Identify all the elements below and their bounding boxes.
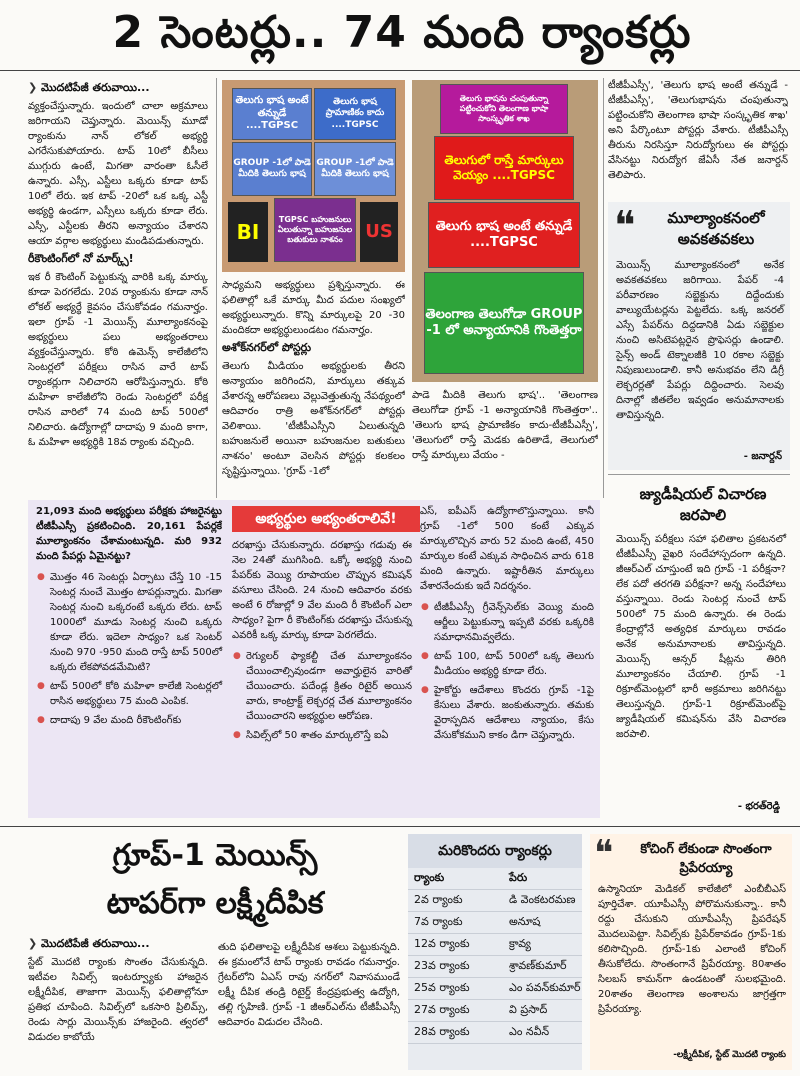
table-row: 12వ ర్యాంకు క్రావ్య xyxy=(408,934,582,956)
kicker: ❯ మొదటిపేజీ తరువాయి... xyxy=(28,81,150,94)
quote-mark-icon: ❝ xyxy=(614,203,636,249)
rankers-header: ర్యాంకు పేరు xyxy=(408,868,582,890)
doubt-item: ● టాప్‌ 100, టాప్‌ 500లో ఒక్క తెలుగు మీడియం అభ్యర్థి కూడా లేరు. xyxy=(434,649,594,679)
judicial-box xyxy=(608,478,790,818)
doubts-box xyxy=(28,500,600,818)
table-row: 2వ ర్యాంకు డి వెంకటరమణ xyxy=(408,890,582,912)
background-poster-2: US xyxy=(360,202,398,262)
headline: 2 సెంటర్లు.. 74 మంది ర్యాంకర్లు xyxy=(112,7,692,58)
poster-4: GROUP -1లో పాడె మీదికి తెలుగు భాష xyxy=(314,142,396,196)
quote-signature: -లక్ష్మీదీపిక, స్టేట్‌ మొదటి ర్యాంకు xyxy=(673,1050,786,1060)
doubts-right xyxy=(420,504,594,747)
analysis-para: మెయిన్స్‌ మూల్యాంకనంలో అనేక అవకతవకలు జరిగాయి. పేపర్‌ -4 పరీవారణం సబ్జెక్టును దిద్దేందుకు వాల్యుయేటర్లను పెట్టలేదు. ఒక్క జనరల్‌ ఎస్సే పేపర్‌ను దిద్దడానికి ఏడు సబ్జెక్టుల నుంచి అసిటెపట్లరైన ప్రొఫెసర్లు ఉండాలి. సైన్స్‌ అండ్‌ టెక్నాలజీకి 10 రకాల సబ్జెక్టు నిపుణులుండాలి. కానీ అనుభవం లేని డిగ్రీ లెక్చరర్లతో పేపర్లు దిద్దించారు. సెలవు దినాల్లో జీతలేల ఇవ్వడం అనుమానాలకు తావిస్తున్నది. xyxy=(616,260,784,421)
quote-mark-icon: ❝ xyxy=(594,834,614,874)
column-1 xyxy=(28,78,208,498)
headline-rule xyxy=(0,70,800,71)
poster-3: GROUP -1లో పాడె మీదికి తెలుగు భాష xyxy=(232,142,312,196)
col3-para-1: పాడె మీదికి తెలుగు భాష'.. 'తెలంగాణ తెలుగోడా గ్రూప్‌ -1 అన్యాయానికి గొంతెత్తరా'.. 'తెలుగు భాష ప్రామాణికం కాదు-టీజీపీఎస్సీ', 'తెలుగులో రాస్తే మెడకు ఉరితాడే, తెలుగులో రాస్తే మార్కులు వేయం - xyxy=(412,390,598,461)
column-4 xyxy=(608,78,788,198)
topper-headline-2: టాపర్‌గా లక్ష్మీదీపిక xyxy=(106,886,324,921)
background-poster: BI xyxy=(228,202,268,262)
doubts-intro: 21,093 మంది అభ్యర్థులు పరీక్షకు హాజరైనట్టు టీజీపీఎస్సీ ప్రకటించింది. 20,161 పేపర్లకే మూల్యాంకనం చేశామంటున్నది. మరి 932 మంది పేపర్లు ఏమైనట్టు? xyxy=(36,506,222,562)
doubts-middle xyxy=(232,538,412,747)
poster-1: తెలుగు భాష అంటే తన్నుడే ....TGPSC xyxy=(232,88,312,140)
doubt-item: ● రెగ్యులర్‌ ఫ్యాకల్టీ చేత మూల్యాంకనం చేయించాల్సివుండగా అవార్హులైన వారితో చేయించారు. పదేండ్ల క్రితం రిటైర్‌ అయిన వారు, కాంట్రాక్ట్‌ లెక్చరర్ల చేత మూల్యాంకనం చేయించారని అభ్యర్థుల ఆరోపణ. xyxy=(246,649,412,724)
col4-para-1: టీజీపీఎస్సీ', 'తెలుగు భాష అంటే తన్నుడే - టీజీపీఎస్సీ', 'తెలుగుభాషను చంపుతున్నా పట్టించుకోని తెలంగాణ భాషా సంస్కృతిక శాఖ' అని పేర్కొంటూ పోస్టర్లు వేశారు. టీజీపీఎస్సీ తీరును నిరసిస్తూ నిరుద్యోగులు ఈ పోస్టర్లు వేసినట్టు నిరుద్యోగ జేఏసీ నేత జనార్దన్‌ తెలిపారు. xyxy=(608,80,788,181)
table-row: 23వ ర్యాంకు శ్రావణ్‌కుమార్‌ xyxy=(408,956,582,978)
quote-title: కోచింగ్‌ లేకుండా సొంతంగా ప్రిపేరయ్యా xyxy=(640,842,772,876)
subhead-recounting: రీకౌంటింగ్‌లో నో మార్క్స్‌! xyxy=(28,252,134,265)
column-3 xyxy=(412,388,598,498)
col2-para-1: సాధ్యమని అభ్యర్థులు ప్రశ్నిస్తున్నారు. ఈ ఫలితాల్లో ఒకే మార్కు మీద పదుల సంఖ్యలో అభ్యర్థులున్నారు. కొన్ని మార్కులపై 20 -30 మందికదా అభ్యర్థులుండటం గమనార్హం. xyxy=(222,280,405,336)
judicial-title: జ్యుడీషియల్‌ విచారణ జరపాలి xyxy=(639,485,767,524)
doubt-item: ● సివిల్స్‌లో 50 శాతం మార్కులొస్తే ఐఏ xyxy=(246,728,412,743)
judicial-signature: - భరత్‌రెడ్డి xyxy=(737,801,780,812)
rankers-title: మరికొందరు ర్యాంకర్లు xyxy=(408,834,582,868)
doubts-mid-para: దరఖాస్తు చేసుకున్నారు. దరఖాస్తు గడువు ఈ నెల 24తో ముగిసింది. ఒక్కో అభ్యర్థి నుంచి పేపర్‌కు వెయ్యి రూపాయల చొప్పున కమిషన్‌ వసూలు చేసింది. 24 నుంచి ఆదివారం వరకు అంటే 6 రోజుల్లో 9 వేల మంది రీ కౌంటింగ్‌ ఎలా సాధ్యం? పైగా రీ కౌంటింగ్‌కు దరఖాస్తు చేసుకున్న ఎవరికీ ఒక్క మార్కు కూడా పెరగలేదు. xyxy=(232,540,412,641)
photo-posters-right xyxy=(412,80,598,382)
topper-para-2: తుది ఫలితాలపై లక్ష్మీదీపిక ఆశలు పెట్టుకున్నది. ఈ క్రమంలోనే టాప్‌ ర్యాంకు రావడం గమనార్హం. గ్రేటర్‌లోని ఏఎస్‌ రావు నగర్‌లో నివాసముండే లక్ష్మీ దీపిక తండ్రి రిటైర్డ్‌ కేంద్రప్రభుత్వ ఉద్యోగి, తల్లి గృహిణి. గ్రూప్‌ -1 జీఆర్‌ఎల్‌ను టీజీపీఎస్సీ ఆదివారం విడుదల చేసింది. xyxy=(218,942,400,1028)
table-row: 7వ ర్యాంకు అనూష xyxy=(408,912,582,934)
analysis-box xyxy=(608,202,790,470)
photo-posters-left xyxy=(222,80,405,272)
topper-para-1: స్టేట్‌ మొదటి ర్యాంకు సొంతం చేసుకున్నది. ఇటీవల సివిల్స్‌ ఇంటర్వ్యూకు హాజరైన లక్ష్మీదీపిక, తాజాగా మెయిన్స్‌ ఫలితాల్లోనూ ప్రతిభ చూపింది. సివిల్స్‌లో ఒకసారి ప్రిలిమ్స్‌, రెండు సార్లు మెయిన్స్‌కు హాజరైంది. త్వరలో విడుదల కాబోయే xyxy=(28,957,208,1043)
quote-para: ఉస్మానియా మెడికల్‌ కాలేజీలో ఎంబీబీఎస్‌ పూర్తిచేశా. యూపీఎస్సీ పోరొమనుకున్నా.. కానీ రద్దు చేసుకుని యూపీఎస్సీ ప్రిపరేషన్‌ మొదలుపెట్టా. సివిల్స్‌కు ప్రిపేర్‌కావడం గ్రూప్‌-1కు కలిసొచ్చింది. గ్రూప్‌-1కు ఎలాంటి కోచింగ్‌ తీసుకోలేదు. సొంతంగానే ప్రిపేరయ్యా. 80శాతం సిలబస్‌ కామన్‌గా ఉండటంతో సులభమైంది. 20శాతం తెలంగాణ అంశాలను జాగ్రత్తగా ప్రిపేరయ్యా. xyxy=(598,884,786,1015)
subhead-posters: అశోక్‌నగర్‌లో పోస్టర్లు xyxy=(222,341,312,354)
doubts-right-para: ఎస్‌, ఐపీఎస్‌ ఉద్యోగాలొస్తున్నాయి. కానీ గ్రూప్‌ -1లో 500 కంటే ఎక్కువ మార్కులొచ్చిన వారు 52 మంది ఉంటే, 450 మార్కుల కంటే ఎక్కువ సాధించిన వారు 618 మంది ఉన్నారు. ఇష్టారీతిన మార్కులు వేశారనేందుకు ఇదే నిదర్శనం. xyxy=(420,506,594,592)
col1-para-1: వ్యక్తంచేస్తున్నారు. ఇందులో చాలా అక్రమాలు జరిగాయని చెప్తున్నారు. మెయిన్స్‌ మూడో ర్యాంకును నాన్‌ లోకల్‌ అభ్యర్థి ఎగరేసుకుపోయారు. టాప్‌ 10లో బీసీలు ముగ్గురు ఉంటే, మిగతా వారంతా ఓసీలే ఉన్నారు. ఎస్సీ, ఎస్టీలు ఒక్కరు కూడా టాప్‌ 10లో లేరు. ఇక టాప్‌ -20లో ఒక ఒక్క ఎస్టీ అభ్యర్థి ఉండగా, ఎస్సీలు ఒక్కరు కూడా లేరు. ఎస్సీ, ఎస్టీలకు తీరని అన్యాయం చేశారని ఆయా వర్గాల అభ్యర్థులు మండిపడుతున్నారు. xyxy=(28,101,208,247)
poster-8: తెలుగు భాష అంటే తన్నుడే ....TGPSC xyxy=(428,202,580,268)
judicial-para: మెయిన్స్‌ పరీక్షలు సహా ఫలితాల ప్రకటనలో టీజీపీఎస్సీ వైఖరి సందేహాస్పదంగా ఉన్నది. జీఆర్‌ఎల్‌ చూస్తుంటే ఇది గ్రూప్‌ -1 పరీక్షనా? లేక పదో తరగతి పరీక్షనా? అన్న సందేహాలు వస్తున్నాయి. రెండు సెంటర్ల నుంచే టాప్‌ 500లో 75 మంది ఉన్నారు. ఈ రెండు కేంద్రాల్లోనే అత్యధిక మార్కులు రావడం అనేక అనుమానాలకు తావిస్తున్నది. మెయిన్స్‌ ఆన్సర్‌ షీట్లను తిరిగి మూల్యాంకనం చేయాలి. గ్రూప్‌ -1 రిక్రూట్‌మెంట్లలో భారీ అక్రమాలు జరిగినట్టు తెలుస్తున్నది. గ్రూప్‌-1 రిక్రూట్‌మెంట్‌పై జ్యుడీషియల్‌ కమిషన్‌ను వేసి విచారణ జరపాలి. xyxy=(616,534,786,740)
doubt-item: ● దాదాపు 9 వేల మంది రీకౌంటింగ్‌కు xyxy=(50,713,222,728)
poster-5: TGPSC బహుజనులు ఏలుతున్నా బహుజనుల బతుకులు నాశనం xyxy=(274,198,356,262)
poster-7: తెలుగులో రాస్తే మార్కులు వెయ్యం ....TGPSC xyxy=(434,136,574,200)
analysis-title: మూల్యాంకనంలో అవకతవకలు xyxy=(667,209,765,248)
topper-headline-1: గ్రూప్‌-1 మెయిన్స్‌ xyxy=(112,838,318,873)
table-row: 28వ ర్యాంకు ఎం నవీన్‌ xyxy=(408,1022,582,1044)
analysis-signature: - జనార్దన్‌ xyxy=(743,451,782,462)
rankers-table xyxy=(408,834,582,1070)
quote-box xyxy=(590,834,792,1070)
topper-col-1 xyxy=(28,934,208,1074)
column-2 xyxy=(222,278,405,498)
doubt-item: ● హైకోర్టు ఆదేశాలు కొందరు గ్రూప్‌ -1పై కేసులు వేశారు. జంకుతున్నారు. తమకు వైరాస్పదిన ఆదేశాలు న్యాయం, కేసు వేసుకోకముని కాకం డిగా చెప్తున్నారు. xyxy=(434,683,594,743)
table-row: 25వ ర్యాంకు ఎం పవన్‌కుమార్‌ xyxy=(408,978,582,1000)
col2-para-2: తెలుగు మీడియం అభ్యర్థులకు తీరని అన్యాయం జరిగిందని, మార్కులు తక్కువ వేశారన్న ఆరోపణలు వెల్లువెత్తుతున్న నేపథ్యంలో ఆదివారం రాత్రి అశోక్‌నగర్‌లో పోస్టర్లు వెలిశాయి. 'టీజీపీఎస్సీని ఏలుతున్నది బహుజనులే అయినా బహుజనుల బతుకులు నాశనం' అంటూ వెలసిన పోస్టర్లు కలకలం సృష్టిస్తున్నాయి. 'గ్రూప్‌ -1లో xyxy=(222,361,405,477)
table-row: 27వ ర్యాంకు వి ప్రసాద్‌ xyxy=(408,1000,582,1022)
col1-para-2: ఇక రీ కౌంటింగ్‌ పెట్టుకున్న వారికి ఒక్క మార్కు కూడా పెరగలేదు. 20వ ర్యాంకును కూడా నాన్‌ లోకల్‌ అభ్యర్థే కైవసం చేసుకోవడం గమనార్హం. ఇలా గ్రూప్‌ -1 మెయిన్స్‌ మూల్యాంకనంపై అభ్యర్థులు పలు అభ్యంతరాలు వ్యక్తంచేస్తున్నారు. కోఠి ఉమెన్స్‌ కాలేజీలోని సెంటర్లలో పరీక్షలు రాసిన వారే టాప్‌ ర్యాంకర్లుగా నిలిచారని ఆరోపిస్తున్నారు. కోఠి మహిళా కాలేజీలోని రెండు సెంటర్లలో పరీక్ష రాసిన వారిలో 74 మంది టాప్‌ 500లో నిలిచారు. ఉద్యోగాల్లో దాదాపు 9 మంది కాగా, ఓ మహిళా అభ్యర్థికి 18వ ర్యాంకు వచ్చింది. xyxy=(28,272,208,448)
poster-2: తెలుగు భాష ప్రామాణికం కాదు ....TGPSC xyxy=(314,88,396,140)
topper-kicker: ❯ మొదటిపేజీ తరువాయి... xyxy=(28,937,150,950)
doubts-left xyxy=(36,504,222,732)
doubt-item: ● మొత్తం 46 సెంటర్లు ఏర్పాటు చేస్తే 10 -15 సెంటర్ల నుంచే మొత్తం టాపర్లున్నారు. మిగతా సెంటర్ల నుంచి ఒక్కరంటే ఒక్కరు లేరు. టాప్‌ 1000లో మూడు సెంటర్ల నుంచి ఒక్కరు కూడా లేరు. ఇదెలా సాధ్యం? ఒక సెంటర్‌ నుంచి 970 -950 మంది రాస్తే టాప్‌ 500లో ఒక్కరు లేకపోవడమేమిటి? xyxy=(50,570,222,675)
doubt-item: ● టాప్‌ 500లో కోఠి మహిళా కాలేజీ సెంటర్లలో రాసిన అభ్యర్థులు 75 మంది ఎంపిక. xyxy=(50,679,222,709)
poster-9: తెలంగాణ తెలుగోడా GROUP -1 లో అన్యాయానికి గొంతెత్తరా xyxy=(424,272,584,374)
poster-6: తెలుగు భాషను చంపుతున్నా పట్టించుకోని తెలంగాణ భాషా సాంస్కృతిక శాఖ xyxy=(440,84,568,134)
topper-col-2 xyxy=(218,940,400,1074)
doubt-item: ● టీజీపీఎస్సీ గ్రీవెన్స్‌సెల్‌కు వెయ్యి మంది ఆర్జీలు పెట్టుకున్నా ఇప్పటి వరకు ఒక్కరికి సమాధానమివ్వలేదు. xyxy=(434,600,594,645)
doubts-label: అభ్యర్థుల అభ్యంతరాలివే! xyxy=(232,506,420,532)
